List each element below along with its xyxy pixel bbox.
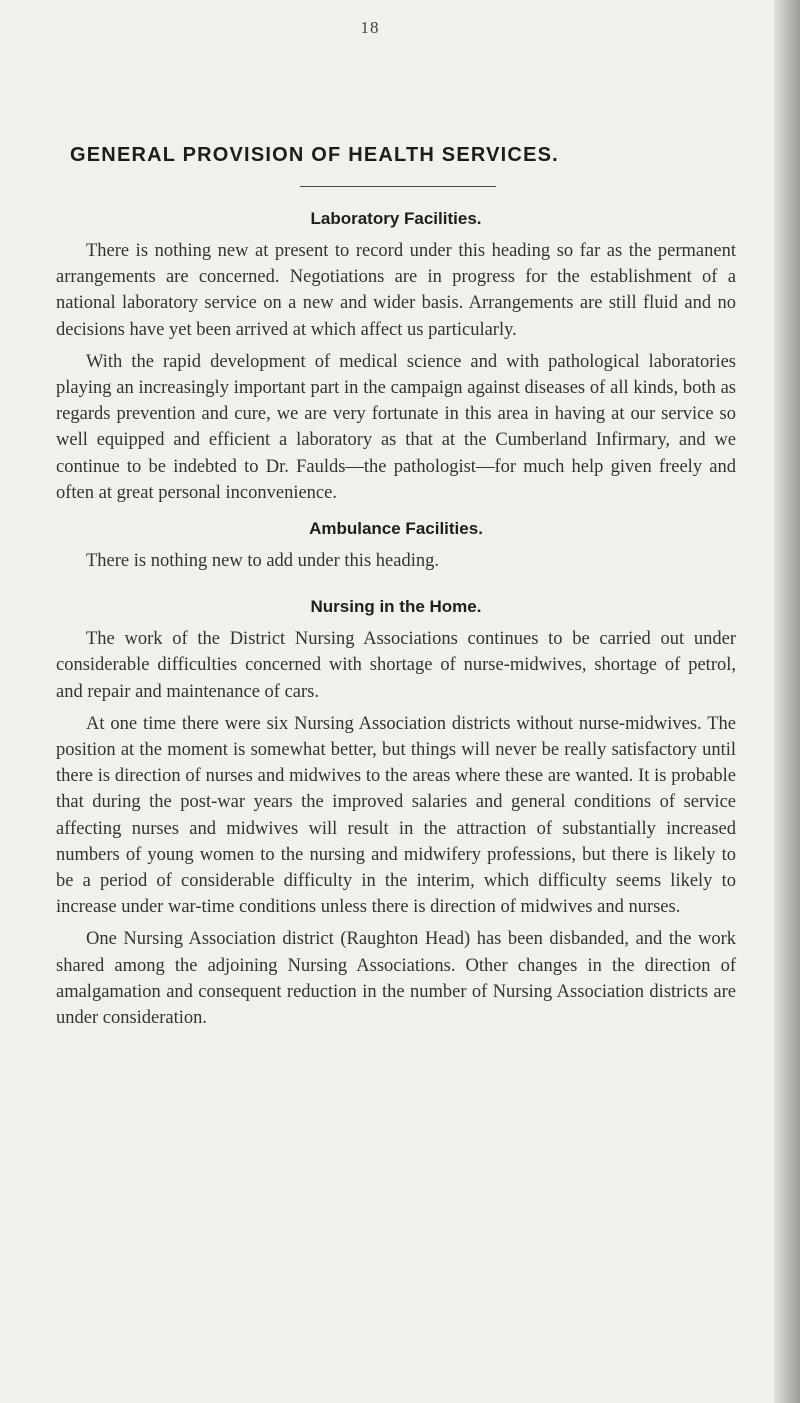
section-heading: Laboratory Facilities.: [310, 209, 482, 228]
section-heading: Nursing in the Home.: [310, 597, 482, 617]
page-number: 18: [360, 18, 380, 37]
title-underline: [300, 186, 496, 187]
section-ambulance-facilities: [56, 516, 736, 574]
paragraph: One Nursing Association district (Raughton Head) has been disbanded, and the work shared among the adjoining Nursing Associations. Other changes in the direction of amalgamation and consequent reduction in the number of Nursing Association districts are under consideration.: [56, 929, 736, 1029]
section-laboratory-facilities: [56, 206, 736, 506]
paragraph: There is nothing new to add under this heading.: [86, 551, 439, 572]
page-title: GENERAL PROVISION OF HEALTH SERVICES.: [70, 144, 559, 166]
paragraph: There is nothing new at present to record under this heading so far as the permanent arrangements are concerned. Negotiations are in progress for the establishment of a national laboratory service on a new and wider basis. Arrangements are still fluid and no decisions have yet been arrived at which affect us particularly.: [56, 241, 736, 340]
page-edge-shadow: [774, 0, 800, 1403]
paragraph: The work of the District Nursing Associations continues to be carried out under considerable difficulties concerned with shortage of nurse-midwives, shortage of petrol, and repair and maintenance of cars.: [56, 629, 736, 702]
section-nursing-in-the-home: [56, 594, 736, 1031]
document-body: [56, 206, 736, 1037]
paragraph: At one time there were six Nursing Association districts without nurse-midwives. The position at the moment is somewhat better, but things will never be really satisfactory until there is direction of nurses and midwives to the areas where these are wanted. It is probable that during the post-war years the improved salaries and general conditions of service affecting nurses and midwives will result in the attraction of substantially increased numbers of young women to the nursing and midwifery professions, but there is likely to be a period of considerable difficulty in the interim, which difficulty seems likely to increase under war-time conditions unless there is direction of midwives and nurses.: [56, 713, 736, 918]
paragraph: With the rapid development of medical science and with pathological laboratories playing an increasingly important part in the campaign against diseases of all kinds, both as regards prevention and cure, we are very fortunate in this area in having at our service so well equipped and efficient a laboratory as that at the Cumberland Infirmary, and we continue to be indebted to Dr. Faulds—the pathologist—for much help given freely and often at great personal inconvenience.: [56, 351, 736, 503]
section-heading: Ambulance Facilities.: [309, 519, 483, 539]
